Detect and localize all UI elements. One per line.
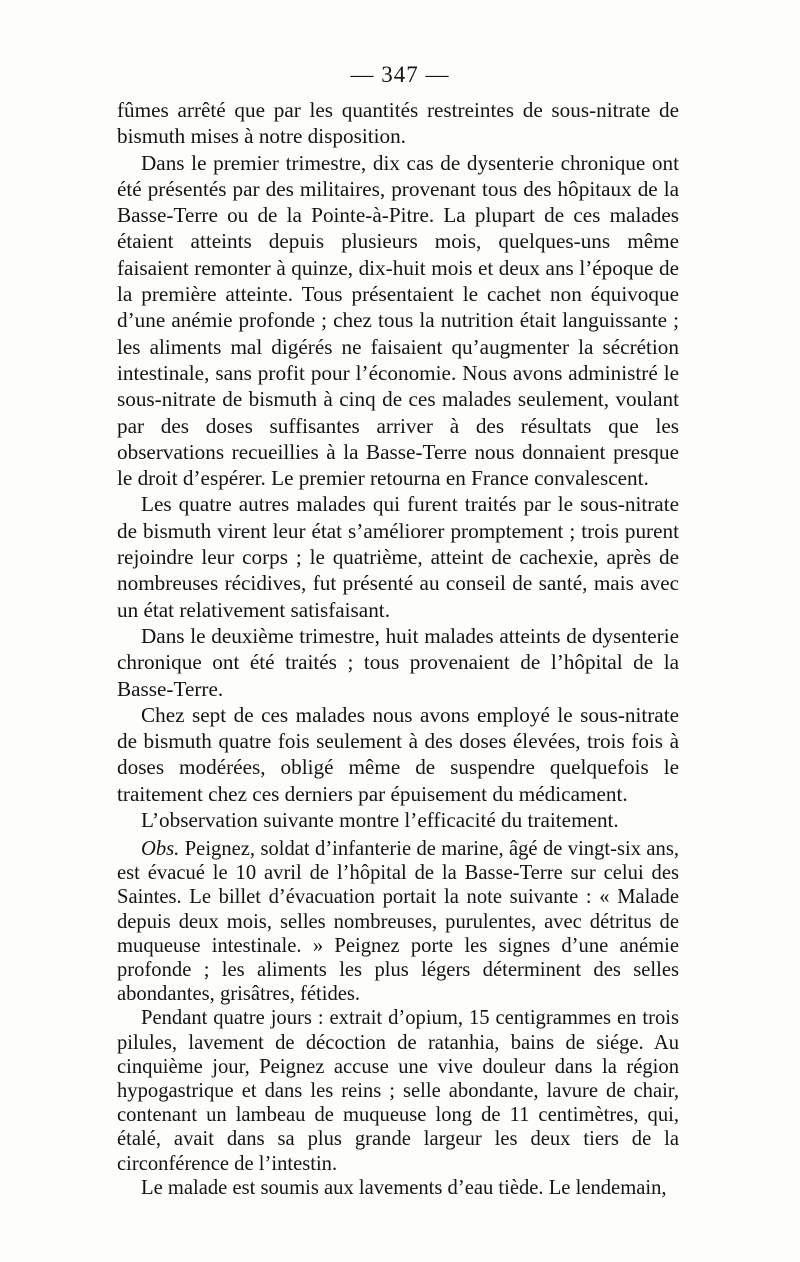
observation-intro: Peignez, soldat d’infanterie de marine, âgé de vingt-six ans, est évacué le 10 avril de l’hôpital de la Basse-Terre sur celui des Saintes. Le billet d’évacuation portait la note suivante : « Malade depuis deux mois, selles nombreuses, purulentes, avec détritus de muqueuse intestinale. » Peignez porte les signes d’une anémie profonde ; les aliments les plus légers déterminent des selles abondantes, grisâtres, fétides. [117,838,679,1006]
paragraph-seven-patients: Chez sept de ces malades nous avons employé le sous-nitrate de bismuth quatre fois seulement à des doses élevées, trois fois à doses modérées, obligé même de suspendre quelquefois le traitement chez ces derniers par épuisement du médicament. [117,702,679,806]
paragraph-first-trimester: Dans le premier trimestre, dix cas de dysenterie chronique ont été présentés par des militaires, provenant tous des hôpitaux de la Basse-Terre ou de la Pointe-à-Pitre. La plupart de ces malades étaient atteints depuis plusieurs mois, quelques-uns même faisaient remonter à quinze, dix-huit mois et deux ans l’époque de la première atteinte. Tous présentaient le cachet non équivoque d’une anémie profonde ; chez tous la nutrition était languissante ; les aliments mal digérés ne faisaient qu’augmenter la sécrétion intestinale, sans profit pour l’économie. Nous avons administré le sous-nitrate de bismuth à cinq de ces malades seulement, voulant par des doses suffisantes arriver à des résultats que les observations recueillies à la Basse-Terre nous donnaient presque le droit d’espérer. Le premier retourna en France convalescent. [117,150,679,491]
observation-treatment-paragraph: Pendant quatre jours : extrait d’opium, 15 centigrammes en trois pilules, lavement de décoction de ratanhia, bains de siége. Au cinquième jour, Peignez accuse une vive douleur dans la région hypogastrique et dans les reins ; selle abondante, lavure de chair, contenant un lambeau de muqueuse long de 11 centimètres, qui, étalé, avait dans sa plus grande largeur les deux tiers de la circonférence de l’intestin. [117,1007,679,1175]
observation-block [117,837,679,1200]
paragraph-continuation: fûmes arrêté que par les quantités restreintes de sous-nitrate de bismuth mises à notre disposition. [117,98,679,149]
paragraph-other-patients: Les quatre autres malades qui furent traités par le sous-nitrate de bismuth virent leur état s’améliorer promptement ; trois purent rejoindre leur corps ; le quatrième, atteint de cachexie, après de nombreuses récidives, fut présenté au conseil de santé, mais avec un état relativement satisfaisant. [117,492,679,622]
main-text [117,97,679,833]
observation-followup-paragraph: Le malade est soumis aux lavements d’eau tiède. Le lendemain, [141,1176,667,1199]
observation-paragraph [117,837,679,1006]
page-number: — 347 — [350,62,450,87]
paragraph-observation-intro: L’observation suivante montre l’efficacité du traitement. [141,808,619,833]
paragraph-second-trimester: Dans le deuxième trimestre, huit malades atteints de dysenterie chronique ont été traités ; tous provenaient de l’hôpital de la Basse-Terre. [117,623,679,701]
observation-label: Obs. [141,838,180,860]
